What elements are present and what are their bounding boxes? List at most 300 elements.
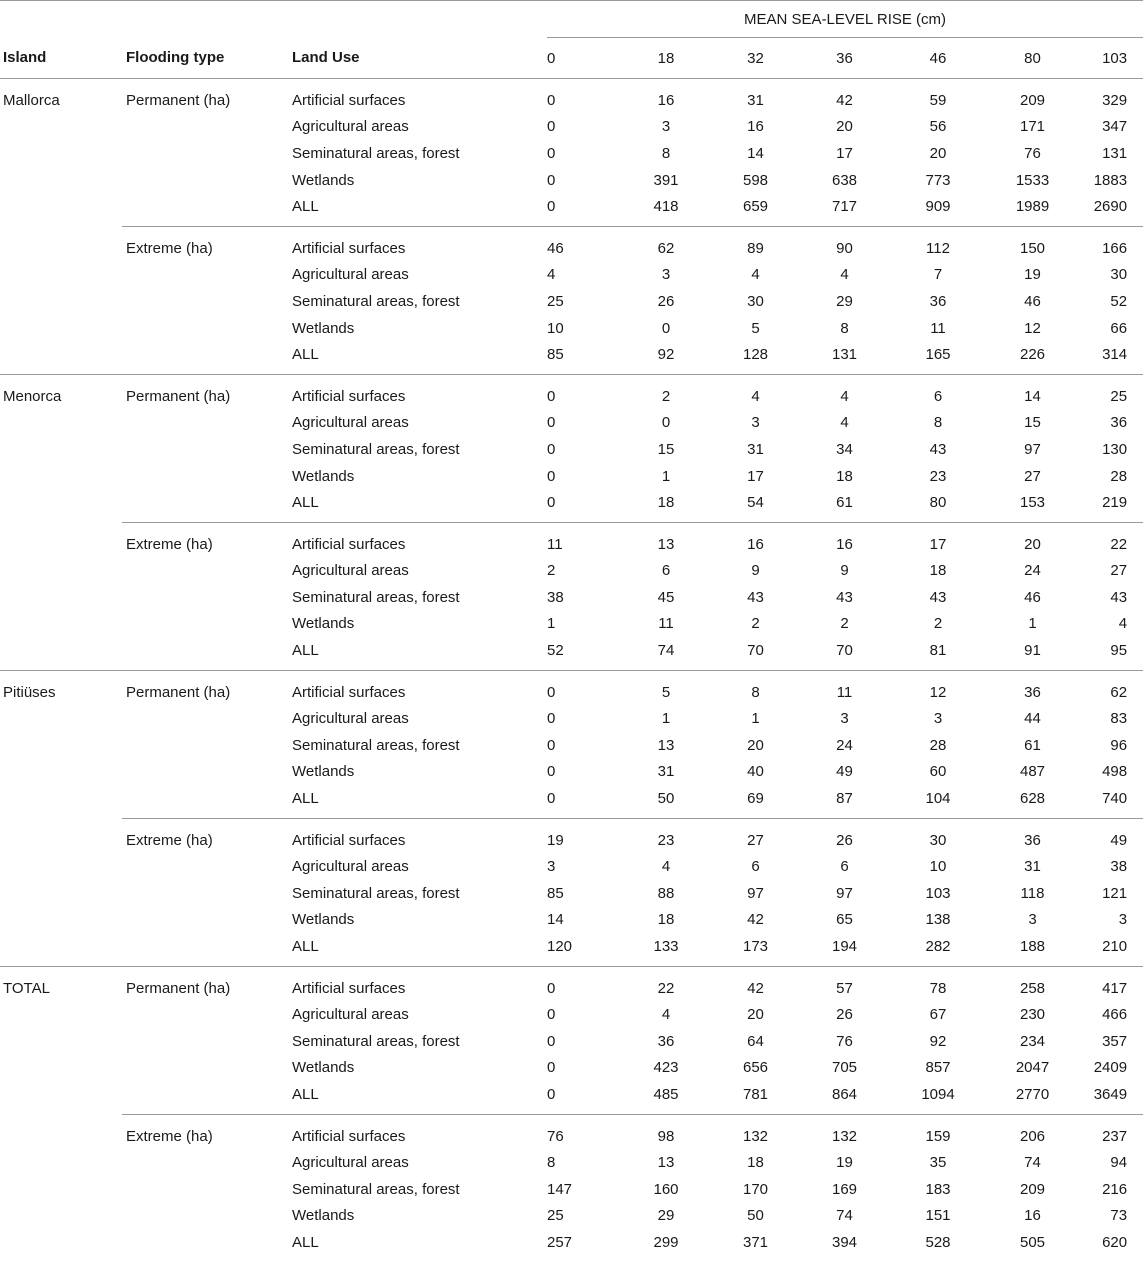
value-cell: 49 (836, 763, 853, 781)
table-body (0, 79, 1143, 1262)
island-cell (0, 193, 122, 226)
island-cell (0, 463, 122, 490)
value-cell: 96 (1110, 736, 1128, 754)
value-cell: 14 (747, 144, 764, 162)
value-cell: 183 (925, 1180, 951, 1198)
value-cell: 67 (929, 1006, 947, 1024)
island-cell (0, 759, 122, 786)
land-use-cell: ALL (292, 642, 319, 660)
island-cell (0, 315, 122, 342)
value-cell: 3 (661, 118, 671, 136)
table-row (0, 759, 1143, 786)
value-cell: 9 (840, 562, 849, 580)
flooding-type-cell (122, 193, 288, 226)
value-cell: 85 (547, 346, 564, 364)
value-cell: 13 (657, 1154, 675, 1172)
value-cell: 717 (831, 198, 858, 216)
value-cell: 226 (1019, 346, 1046, 364)
table-row (0, 1203, 1143, 1230)
spacer-cell (520, 558, 547, 585)
value-cell: 4 (711, 374, 800, 409)
value-cell: 15 (1024, 414, 1041, 432)
value-cell: 329 (1102, 91, 1128, 109)
spacer-cell (520, 966, 547, 1001)
value-cell: 170 (742, 1180, 769, 1198)
table-header-row (0, 38, 1143, 79)
value-cell: 91 (1024, 642, 1041, 660)
table-row (0, 167, 1143, 194)
flooding-type-cell: Extreme (ha) (122, 522, 288, 557)
value-cell: 151 (925, 1207, 951, 1225)
spacer-cell (520, 436, 547, 463)
value-cell: 773 (925, 171, 951, 189)
value-cell: 0 (547, 198, 556, 216)
flooding-type-cell (122, 436, 288, 463)
value-cell: 27 (1024, 467, 1041, 485)
value-cell: 3 (547, 858, 556, 876)
flooding-type-cell (122, 463, 288, 490)
value-cell: 219 (1102, 494, 1128, 512)
land-use-cell: Agricultural areas (292, 858, 409, 876)
table-title-row (0, 1, 1143, 38)
value-cell: 74 (1024, 1154, 1041, 1172)
value-cell: 43 (1110, 588, 1128, 606)
land-use-cell: ALL (292, 1085, 319, 1103)
value-cell: 165 (925, 346, 951, 364)
flooding-type-cell: Permanent (ha) (126, 91, 231, 109)
value-cell: 76 (1024, 144, 1041, 162)
value-cell: 20 (987, 522, 1078, 557)
table-row (0, 853, 1143, 880)
flooding-type-cell (122, 933, 288, 966)
flooding-type-cell (122, 167, 288, 194)
value-cell: 0 (661, 319, 671, 337)
table-row (0, 1055, 1143, 1082)
land-use-cell: Wetlands (292, 1207, 355, 1225)
spacer-cell (520, 584, 547, 611)
land-use-cell: Agricultural areas (292, 562, 409, 580)
value-cell: 0 (547, 467, 556, 485)
spacer-cell (520, 489, 547, 522)
value-cell: 20 (747, 736, 764, 754)
value-cell: 132 (711, 1114, 800, 1149)
land-use-cell: Seminatural areas, forest (292, 884, 460, 902)
table-row-total (0, 1081, 1143, 1114)
spacer-cell (520, 463, 547, 490)
header-flooding-type: Flooding type (126, 49, 225, 67)
flooding-type-cell (122, 759, 288, 786)
land-use-cell: ALL (292, 938, 319, 956)
flooding-type-cell: Permanent (ha) (122, 966, 288, 1001)
value-cell: 0 (547, 91, 556, 109)
value-cell: 282 (925, 938, 951, 956)
value-cell: 1 (661, 467, 671, 485)
value-cell: 46 (547, 226, 621, 261)
value-cell: 80 (929, 494, 947, 512)
value-cell: 6 (661, 562, 671, 580)
value-cell: 25 (1078, 374, 1143, 409)
island-cell (0, 584, 122, 611)
land-use-cell: ALL (292, 790, 319, 808)
value-cell: 52 (1110, 292, 1128, 310)
land-use-cell: Artificial surfaces (288, 818, 520, 853)
value-cell: 61 (836, 494, 853, 512)
value-cell: 26 (657, 292, 675, 310)
value-cell: 0 (547, 763, 556, 781)
value-cell: 1 (661, 710, 671, 728)
value-cell: 194 (831, 938, 858, 956)
island-cell (0, 705, 122, 732)
flooding-type-cell (122, 410, 288, 437)
value-cell: 209 (1019, 91, 1046, 109)
value-cell: 11 (930, 319, 946, 337)
island-cell (0, 262, 122, 289)
value-cell: 8 (840, 319, 849, 337)
spacer-cell (520, 341, 547, 374)
header-scenario: 0 (547, 49, 556, 67)
value-cell: 18 (747, 1154, 764, 1172)
value-cell: 88 (657, 884, 675, 902)
value-cell: 36 (929, 292, 947, 310)
value-cell: 0 (547, 374, 621, 409)
value-cell: 57 (800, 966, 889, 1001)
value-cell: 10 (929, 858, 947, 876)
value-cell: 10 (547, 319, 564, 337)
flooding-type-cell: Permanent (ha) (122, 670, 288, 705)
value-cell: 59 (929, 91, 947, 109)
value-cell: 485 (653, 1085, 679, 1103)
table-row (0, 114, 1143, 141)
island-cell (0, 489, 122, 522)
island-cell (0, 140, 122, 167)
header-island: Island (3, 49, 47, 67)
spacer-cell (520, 193, 547, 226)
value-cell: 160 (653, 1180, 679, 1198)
spacer-cell (520, 1055, 547, 1082)
value-cell: 138 (925, 911, 951, 929)
value-cell: 131 (1102, 144, 1128, 162)
value-cell: 43 (929, 440, 947, 458)
value-cell: 466 (1102, 1006, 1128, 1024)
value-cell: 36 (1110, 414, 1128, 432)
value-cell: 528 (925, 1233, 951, 1251)
value-cell: 20 (836, 118, 853, 136)
spacer-cell (520, 785, 547, 818)
value-cell: 132 (800, 1114, 889, 1149)
land-use-cell: Wetlands (292, 763, 355, 781)
value-cell: 90 (800, 226, 889, 261)
value-cell: 97 (836, 884, 853, 902)
land-use-cell: Seminatural areas, forest (292, 1032, 460, 1050)
value-cell: 85 (547, 884, 564, 902)
flooding-type-cell (122, 907, 288, 934)
land-use-cell: Seminatural areas, forest (292, 736, 460, 754)
value-cell: 4 (751, 266, 760, 284)
value-cell: 130 (1102, 440, 1128, 458)
flooding-type-cell (122, 341, 288, 374)
value-cell: 620 (1102, 1233, 1128, 1251)
value-cell: 43 (929, 588, 947, 606)
value-cell: 2770 (1015, 1085, 1050, 1103)
value-cell: 0 (547, 1059, 556, 1077)
table-row (0, 1114, 1143, 1149)
flooding-type-cell (122, 315, 288, 342)
value-cell: 38 (1110, 858, 1128, 876)
spacer-cell (520, 933, 547, 966)
land-use-cell: Seminatural areas, forest (292, 292, 460, 310)
table-row (0, 732, 1143, 759)
value-cell: 188 (1019, 938, 1046, 956)
island-cell (0, 436, 122, 463)
value-cell: 42 (747, 911, 764, 929)
value-cell: 34 (836, 440, 853, 458)
value-cell: 24 (836, 736, 853, 754)
island-cell (0, 226, 122, 261)
value-cell: 6 (889, 374, 987, 409)
value-cell: 781 (742, 1085, 769, 1103)
table-row (0, 374, 1143, 409)
flooding-type-cell: Extreme (ha) (122, 226, 288, 261)
value-cell: 909 (925, 198, 951, 216)
header-scenario: 46 (929, 49, 947, 67)
value-cell: 35 (929, 1154, 947, 1172)
value-cell: 2409 (1093, 1059, 1128, 1077)
island-cell: TOTAL (0, 966, 122, 1001)
value-cell: 173 (742, 938, 769, 956)
header-scenario: 32 (747, 49, 764, 67)
value-cell: 95 (1110, 642, 1128, 660)
value-cell: 237 (1078, 1114, 1143, 1149)
island-cell (0, 1028, 122, 1055)
value-cell: 19 (1024, 266, 1041, 284)
value-cell: 299 (653, 1233, 679, 1251)
flooding-type-cell (122, 1055, 288, 1082)
flooding-type-cell (122, 140, 288, 167)
island-cell (0, 637, 122, 670)
spacer-cell (520, 140, 547, 167)
flooding-type-cell (122, 1203, 288, 1230)
value-cell: 3 (1118, 911, 1128, 929)
island-cell (0, 558, 122, 585)
value-cell: 9 (751, 562, 760, 580)
value-cell: 120 (547, 938, 573, 956)
island-cell (0, 1149, 122, 1176)
value-cell: 2 (547, 562, 556, 580)
value-cell: 25 (547, 1207, 564, 1225)
island-cell (0, 853, 122, 880)
land-use-cell: Agricultural areas (292, 414, 409, 432)
value-cell: 28 (1110, 467, 1128, 485)
value-cell: 487 (1019, 763, 1046, 781)
table-row (0, 522, 1143, 557)
value-cell: 23 (621, 818, 711, 853)
value-cell: 50 (657, 790, 675, 808)
value-cell: 29 (657, 1207, 675, 1225)
value-cell: 30 (747, 292, 764, 310)
value-cell: 0 (547, 171, 556, 189)
value-cell: 30 (889, 818, 987, 853)
island-cell: Menorca (0, 374, 122, 409)
table-row (0, 463, 1143, 490)
value-cell: 1989 (1015, 198, 1050, 216)
value-cell: 27 (711, 818, 800, 853)
island-cell (0, 114, 122, 141)
value-cell: 5 (751, 319, 760, 337)
land-use-cell: Artificial surfaces (292, 91, 406, 109)
msl-rise-title: MEAN SEA-LEVEL RISE (cm) (547, 1, 1143, 38)
value-cell: 29 (836, 292, 853, 310)
value-cell: 25 (547, 292, 564, 310)
value-cell: 44 (1024, 710, 1041, 728)
value-cell: 56 (929, 118, 947, 136)
table-row (0, 558, 1143, 585)
value-cell: 153 (1019, 494, 1046, 512)
value-cell: 0 (661, 414, 671, 432)
value-cell: 69 (747, 790, 764, 808)
flooding-type-cell: Permanent (ha) (122, 374, 288, 409)
value-cell: 18 (929, 562, 947, 580)
value-cell: 171 (1019, 118, 1046, 136)
land-use-cell: Artificial surfaces (288, 1114, 520, 1149)
table-row (0, 262, 1143, 289)
value-cell: 8 (933, 414, 943, 432)
value-cell: 209 (1019, 1180, 1046, 1198)
value-cell: 864 (831, 1085, 858, 1103)
island-cell (0, 785, 122, 818)
value-cell: 19 (836, 1154, 853, 1172)
header-scenario: 18 (657, 49, 675, 67)
value-cell: 371 (742, 1233, 769, 1251)
spacer-cell (520, 167, 547, 194)
value-cell: 394 (831, 1233, 858, 1251)
value-cell: 2047 (1015, 1059, 1050, 1077)
value-cell: 6 (840, 858, 849, 876)
table-row (0, 907, 1143, 934)
value-cell: 498 (1102, 763, 1128, 781)
value-cell: 66 (1110, 319, 1128, 337)
flooding-type-cell (122, 288, 288, 315)
value-cell: 0 (547, 414, 556, 432)
land-use-cell: Agricultural areas (292, 1154, 409, 1172)
value-cell: 0 (547, 118, 556, 136)
value-cell: 4 (840, 266, 849, 284)
value-cell: 257 (547, 1233, 573, 1251)
value-cell: 50 (747, 1207, 764, 1225)
table-row (0, 818, 1143, 853)
value-cell: 1533 (1015, 171, 1050, 189)
value-cell: 0 (547, 494, 556, 512)
value-cell: 418 (653, 198, 679, 216)
table-row (0, 436, 1143, 463)
flooding-type-cell (122, 1149, 288, 1176)
flooding-type-cell (122, 611, 288, 638)
spacer-cell (520, 611, 547, 638)
value-cell: 92 (929, 1032, 947, 1050)
land-use-cell: ALL (292, 494, 319, 512)
table-row (0, 315, 1143, 342)
island-cell (0, 1229, 122, 1262)
value-cell: 2 (621, 374, 711, 409)
value-cell: 74 (836, 1207, 853, 1225)
flooding-type-cell (122, 853, 288, 880)
island-cell (0, 167, 122, 194)
value-cell: 26 (836, 1006, 853, 1024)
value-cell: 131 (831, 346, 858, 364)
value-cell: 36 (987, 670, 1078, 705)
land-use-cell: Wetlands (292, 1059, 355, 1077)
value-cell: 210 (1102, 938, 1128, 956)
land-use-cell: Artificial surfaces (288, 670, 520, 705)
value-cell: 11 (658, 615, 674, 633)
header-land-use: Land Use (292, 49, 360, 67)
table-row-total (0, 489, 1143, 522)
value-cell: 4 (800, 374, 889, 409)
value-cell: 3 (1028, 911, 1037, 929)
value-cell: 17 (747, 467, 764, 485)
value-cell: 628 (1019, 790, 1046, 808)
table-row (0, 966, 1143, 1001)
table-row (0, 288, 1143, 315)
value-cell: 22 (621, 966, 711, 1001)
spacer-cell (520, 315, 547, 342)
value-cell: 1094 (921, 1085, 955, 1103)
table-row (0, 584, 1143, 611)
value-cell: 740 (1102, 790, 1128, 808)
flooding-type-cell (122, 1229, 288, 1262)
value-cell: 0 (547, 1032, 556, 1050)
value-cell: 6 (751, 858, 760, 876)
value-cell: 314 (1102, 346, 1128, 364)
value-cell: 43 (747, 588, 764, 606)
value-cell: 230 (1019, 1006, 1046, 1024)
table-row-total (0, 193, 1143, 226)
table-row (0, 226, 1143, 261)
value-cell: 0 (547, 1085, 556, 1103)
spacer-cell (520, 1229, 547, 1262)
land-use-cell: Wetlands (292, 615, 355, 633)
table-row (0, 1149, 1143, 1176)
island-cell (0, 522, 122, 557)
spacer-cell (520, 818, 547, 853)
spacer-cell (520, 226, 547, 261)
flooding-type-cell: Extreme (ha) (122, 1114, 288, 1149)
spacer-cell (520, 637, 547, 670)
value-cell: 26 (800, 818, 889, 853)
value-cell: 1 (547, 615, 556, 633)
table-row (0, 1001, 1143, 1028)
value-cell: 23 (929, 467, 947, 485)
value-cell: 347 (1102, 118, 1128, 136)
header-scenario: 36 (836, 49, 853, 67)
table-row (0, 880, 1143, 907)
value-cell: 128 (742, 346, 769, 364)
island-cell (0, 880, 122, 907)
island-cell (0, 1114, 122, 1149)
value-cell: 216 (1102, 1180, 1128, 1198)
value-cell: 656 (742, 1059, 769, 1077)
value-cell: 11 (547, 522, 621, 557)
value-cell: 13 (657, 736, 675, 754)
value-cell: 118 (1020, 884, 1045, 902)
value-cell: 0 (547, 1006, 556, 1024)
land-use-cell: Seminatural areas, forest (292, 144, 460, 162)
value-cell: 76 (547, 1114, 621, 1149)
spacer-cell (520, 1028, 547, 1055)
value-cell: 103 (925, 884, 951, 902)
flooding-type-cell (122, 489, 288, 522)
value-cell: 505 (1019, 1233, 1046, 1251)
spacer-cell (520, 522, 547, 557)
